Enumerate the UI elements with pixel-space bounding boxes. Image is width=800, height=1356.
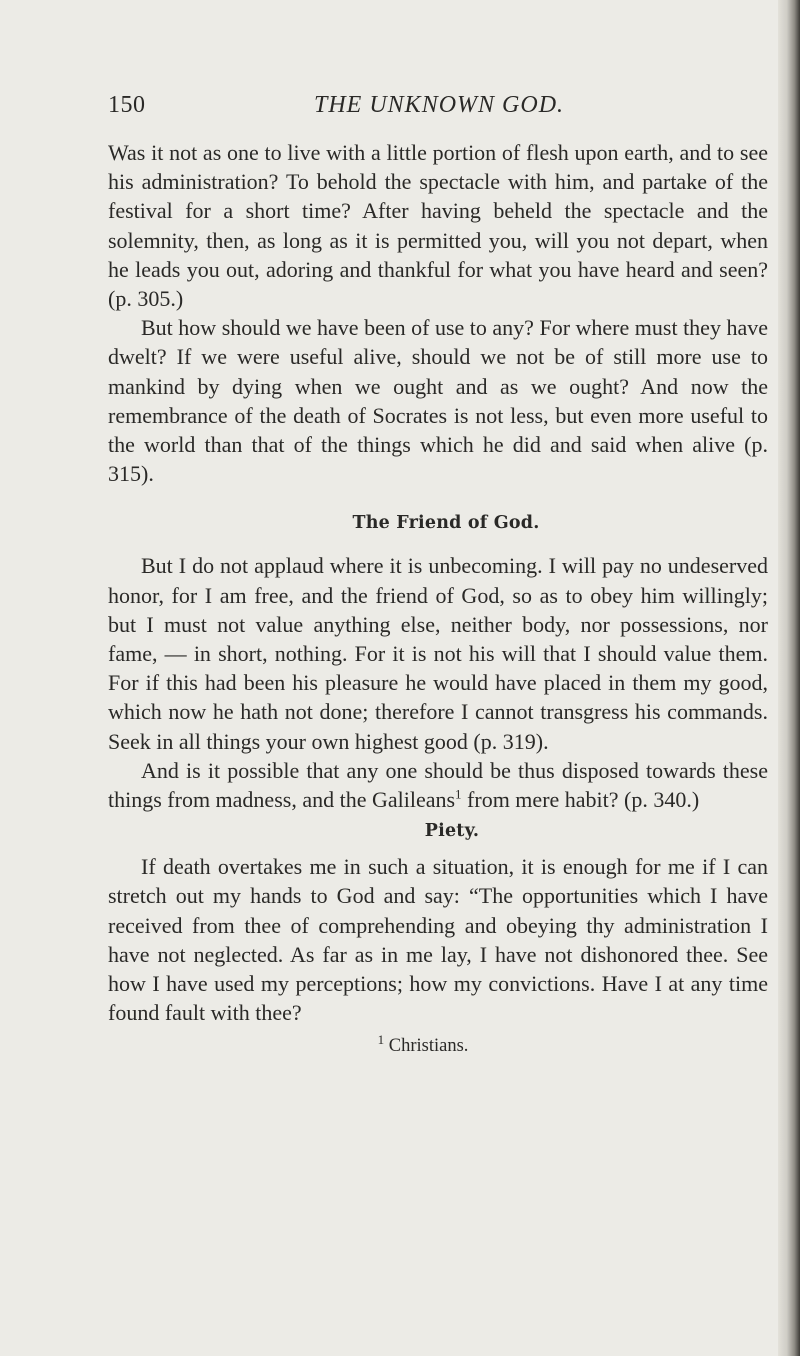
section-heading-friend-of-god: The Friend of God. <box>352 513 540 534</box>
running-title: THE UNKNOWN GOD. <box>314 92 565 118</box>
page-body <box>108 138 768 1059</box>
page-edge-shadow <box>778 0 800 1356</box>
section-heading-piety: Piety. <box>424 821 480 842</box>
page-number: 150 <box>108 92 146 118</box>
paragraph-4 <box>108 756 768 814</box>
footnote-text: Christians. <box>388 1036 469 1057</box>
paragraph-1: Was it not as one to live with a little portion of flesh upon earth, and to see his administration? To behold the spectacle with him, and partake of the festival for a short time? After having beheld the spectacle and the solemnity, then, as long as it is permitted you, will you not depart, when he leads you out, adoring and thankful for what you have heard and seen? (p. 305.) <box>108 140 768 312</box>
paragraph-3: But I do not applaud where it is unbecoming. I will pay no undeserved honor, for I am free, and the friend of God, so as to obey him willingly; but I must not value anything else, neither body, nor possessions, nor fame, — in short, nothing. For it is not his will that I should value them. For if this had been his pleasure he would have placed in them my good, which now he hath not done; therefore I cannot transgress his commands. Seek in all things your own highest good (p. 319). <box>108 553 768 754</box>
footnote-reference: 1 <box>455 786 462 802</box>
footnote-marker: 1 <box>377 1032 385 1048</box>
paragraph-2: But how should we have been of use to any? For where must they have dwelt? If we were useful alive, should we not be of still more use to mankind by dying when we ought and as we ought? And now the remembrance of the death of Socrates is not less, but even more useful to the world than that of the things which he did and said when alive (p. 315). <box>108 315 768 487</box>
paragraph-4-text-continued: from mere habit? (p. 340.) <box>461 787 700 813</box>
paragraph-4-text: And is it possible that any one should be thus disposed towards these things from madness, and the Galileans <box>108 757 768 813</box>
paragraph-5: If death overtakes me in such a situation, it is enough for me if I can stretch out my hands to God and say: “The opportunities which I have received from thee of comprehending and obeying thy administration I have not neglected. As far as in me lay, I have not dishonored thee. See how I have used my perceptions; how my convictions. Have I at any time found fault with thee? <box>108 854 768 1026</box>
running-header <box>108 92 768 122</box>
footnote <box>108 1033 768 1059</box>
